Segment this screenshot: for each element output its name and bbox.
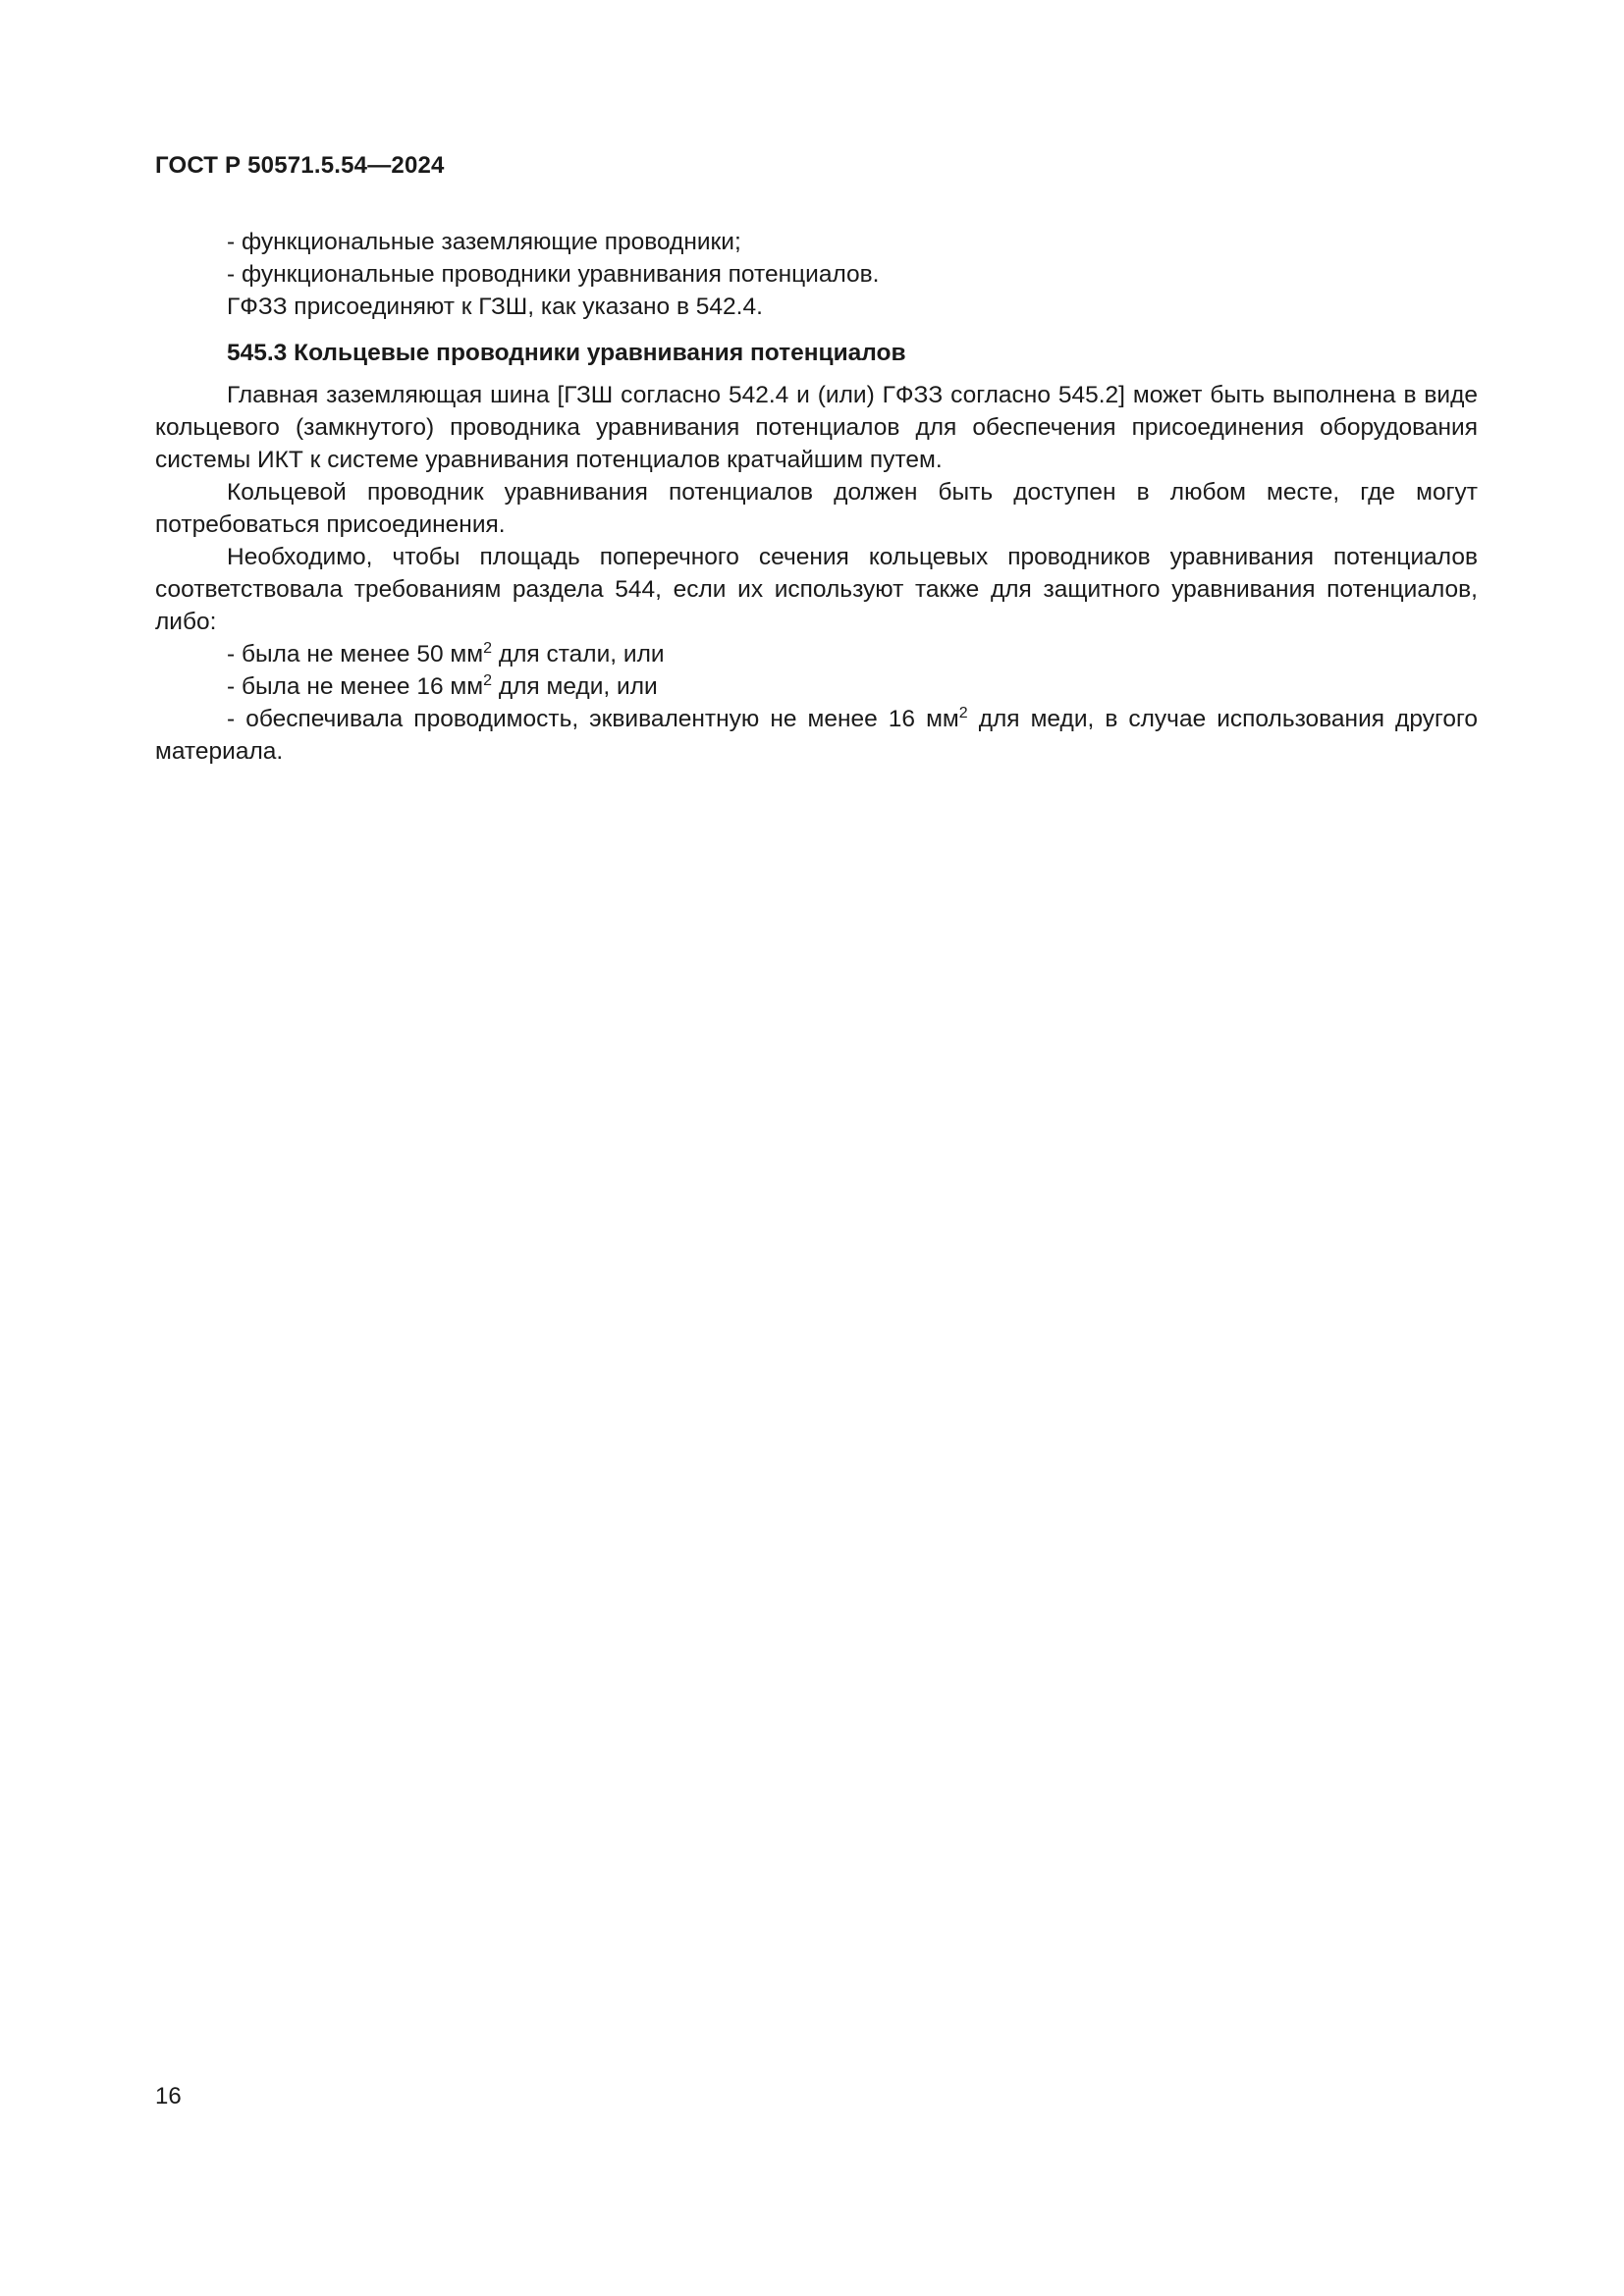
requirement-copper: [155, 670, 1478, 703]
requirement-steel: [155, 638, 1478, 670]
list-item-functional-earthing: - функциональные заземляющие проводники;: [227, 229, 741, 255]
requirement-steel-text: - была не менее 50 мм: [227, 641, 484, 667]
requirement-copper-tail: для меди, или: [492, 673, 658, 700]
requirement-copper-text: - была не менее 16 мм: [227, 673, 484, 700]
page-number: 16: [155, 2083, 182, 2109]
paragraph-cross-section: Необходимо, чтобы площадь поперечного сечения кольцевых проводников уравнивания потенциалов соответствовала требованиям раздела 544, если их используют также для защитного уравнивания потенциалов, либо:: [155, 544, 1478, 635]
requirement-other-material: [155, 703, 1478, 768]
paragraph-main-bus: Главная заземляющая шина [ГЗШ согласно 542.4 и (или) ГФЗЗ согласно 545.2] может быть выполнена в виде кольцевого (замкнутого) проводника уравнивания потенциалов для обеспечения присоединения оборудования системы ИКТ к системе уравнивания потенциалов кратчайшим путем.: [155, 382, 1478, 473]
paragraph-ring-access: Кольцевой проводник уравнивания потенциалов должен быть доступен в любом месте, где могут потребоваться присоединения.: [155, 479, 1478, 538]
requirement-steel-tail: для стали, или: [492, 641, 665, 667]
requirement-other-text: - обеспечивала проводимость, эквивалентную не менее 16 мм: [227, 706, 959, 732]
superscript: 2: [958, 705, 968, 721]
standard-header: ГОСТ Р 50571.5.54—2024: [155, 152, 445, 179]
superscript: 2: [483, 672, 493, 689]
requirement-other-tail: для меди, в случае использования другого материала.: [155, 706, 1478, 765]
document-body: [155, 226, 1478, 768]
list-item-functional-bonding: - функциональные проводники уравнивания потенциалов.: [227, 261, 880, 288]
section-heading: 545.3 Кольцевые проводники уравнивания потенциалов: [227, 340, 906, 366]
superscript: 2: [483, 640, 493, 657]
attach-note: ГФЗЗ присоединяют к ГЗШ, как указано в 542.4.: [227, 294, 763, 320]
